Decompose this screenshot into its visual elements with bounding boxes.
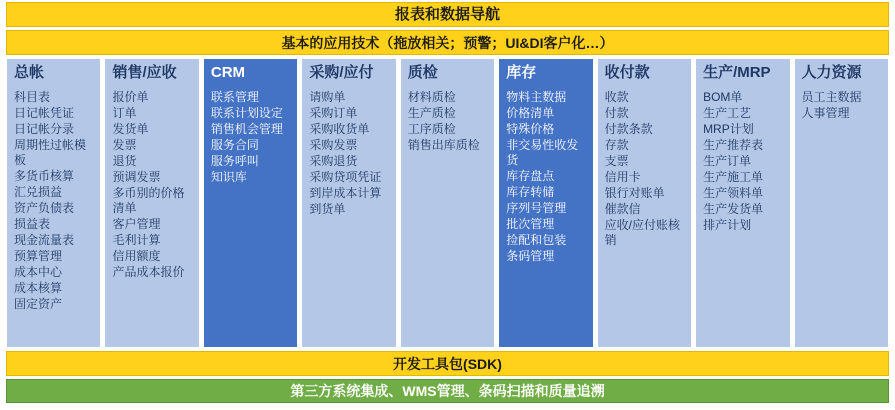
list-item[interactable]: 发票: [112, 138, 137, 152]
list-item[interactable]: 序列号管理: [506, 201, 567, 215]
list-item[interactable]: 服务合同: [210, 138, 259, 152]
list-item[interactable]: 预调发票: [112, 170, 161, 184]
list-item[interactable]: 多货币核算: [14, 169, 75, 183]
list-item[interactable]: 发货单: [112, 122, 149, 136]
list-item[interactable]: 成本核算: [14, 281, 63, 295]
list-item[interactable]: 捡配和包装: [506, 233, 567, 247]
list-item[interactable]: 多币别的价格清单: [112, 186, 185, 215]
list-item[interactable]: 采购收货单: [309, 122, 370, 136]
list-item[interactable]: 生产发货单: [703, 202, 764, 216]
list-item[interactable]: 人事管理: [801, 106, 850, 120]
list-item[interactable]: 生产工艺: [703, 106, 752, 120]
column-title: 总帐: [14, 64, 45, 81]
column-item-list: [204, 90, 297, 186]
column-item-list: [401, 90, 494, 154]
list-item[interactable]: 汇兑损益: [14, 185, 63, 199]
list-item[interactable]: 报价单: [112, 90, 149, 104]
column-title: CRM: [210, 64, 246, 81]
list-item[interactable]: 生产推荐表: [703, 138, 764, 152]
list-item[interactable]: 存款: [604, 138, 629, 152]
list-item[interactable]: 库存转储: [506, 185, 555, 199]
list-item[interactable]: 催款信: [604, 202, 641, 216]
list-item[interactable]: 退货: [112, 154, 137, 168]
column-item-list: [302, 90, 395, 218]
list-item[interactable]: 到岸成本计算: [309, 186, 382, 200]
list-item[interactable]: 采购发票: [309, 138, 358, 152]
module-column-production-mrp[interactable]: [695, 58, 790, 348]
module-column-payments[interactable]: [597, 58, 692, 348]
list-item[interactable]: 应收/应付账核销: [604, 218, 680, 247]
list-item[interactable]: 预算管理: [14, 249, 63, 263]
list-item[interactable]: 信用卡: [604, 170, 641, 184]
module-column-crm[interactable]: [203, 58, 298, 348]
column-item-list: [499, 90, 592, 265]
list-item[interactable]: 材料质检: [407, 90, 456, 104]
list-item[interactable]: 银行对账单: [604, 186, 665, 200]
list-item[interactable]: 付款: [604, 106, 629, 120]
list-item[interactable]: 科目表: [14, 90, 51, 104]
column-item-list: [795, 90, 888, 122]
column-item-list: [598, 90, 691, 249]
list-item[interactable]: 现金流量表: [14, 233, 75, 247]
list-item[interactable]: 固定资产: [14, 297, 63, 311]
list-item[interactable]: 客户管理: [112, 217, 161, 231]
module-column-inventory[interactable]: [498, 58, 593, 348]
column-item-list: [7, 90, 100, 313]
list-item[interactable]: 生产施工单: [703, 170, 764, 184]
module-column-general-ledger[interactable]: [6, 58, 101, 348]
list-item[interactable]: 生产订单: [703, 154, 752, 168]
footer-band: 第三方系统集成、WMS管理、条码扫描和质量追溯: [6, 379, 889, 403]
column-title: 收付款: [604, 64, 650, 81]
list-item[interactable]: 日记帐分录: [14, 122, 75, 136]
list-item[interactable]: 付款条款: [604, 122, 653, 136]
list-item[interactable]: 毛利计算: [112, 233, 161, 247]
list-item[interactable]: 知识库: [210, 170, 247, 184]
sdk-band: 开发工具包(SDK): [6, 351, 889, 376]
list-item[interactable]: 服务呼叫: [210, 154, 259, 168]
list-item[interactable]: 收款: [604, 90, 629, 104]
list-item[interactable]: 成本中心: [14, 265, 63, 279]
list-item[interactable]: 采购贷项凭证: [309, 170, 382, 184]
list-item[interactable]: 联系计划设定: [210, 106, 283, 120]
list-item[interactable]: 生产领料单: [703, 186, 764, 200]
list-item[interactable]: 特殊价格: [506, 122, 555, 136]
list-item[interactable]: 到货单: [309, 202, 346, 216]
list-item[interactable]: 周期性过帐模板: [14, 138, 87, 167]
list-item[interactable]: 采购订单: [309, 106, 358, 120]
column-item-list: [696, 90, 789, 234]
column-title: 人力资源: [801, 64, 862, 81]
list-item[interactable]: 损益表: [14, 217, 51, 231]
column-title: 库存: [506, 64, 537, 81]
column-title: 生产/MRP: [703, 64, 771, 81]
list-item[interactable]: 订单: [112, 106, 137, 120]
column-title: 质检: [407, 64, 438, 81]
list-item[interactable]: 联系管理: [210, 90, 259, 104]
column-title: 销售/应收: [112, 64, 177, 81]
list-item[interactable]: 日记帐凭证: [14, 106, 75, 120]
list-item[interactable]: 工序质检: [407, 122, 456, 136]
list-item[interactable]: 销售机会管理: [210, 122, 283, 136]
list-item[interactable]: 请购单: [309, 90, 346, 104]
column-title: 采购/应付: [309, 64, 374, 81]
list-item[interactable]: 非交易性收发货: [506, 138, 579, 167]
list-item[interactable]: 员工主数据: [801, 90, 862, 104]
column-item-list: [105, 90, 198, 281]
module-columns: [6, 58, 889, 348]
diagram-title: 报表和数据导航: [6, 2, 889, 27]
list-item[interactable]: MRP计划: [703, 122, 754, 136]
list-item[interactable]: 销售出库质检: [407, 138, 480, 152]
list-item[interactable]: 资产负债表: [14, 201, 75, 215]
list-item[interactable]: 物料主数据: [506, 90, 567, 104]
list-item[interactable]: 价格清单: [506, 106, 555, 120]
list-item[interactable]: 条码管理: [506, 249, 555, 263]
module-column-purchasing-ap[interactable]: [301, 58, 396, 348]
list-item[interactable]: BOM单: [703, 90, 743, 104]
list-item[interactable]: 产品成本报价: [112, 265, 185, 279]
list-item[interactable]: 采购退货: [309, 154, 358, 168]
list-item[interactable]: 信用额度: [112, 249, 161, 263]
module-column-quality-inspection[interactable]: [400, 58, 495, 348]
list-item[interactable]: 排产计划: [703, 218, 752, 232]
module-column-human-resources[interactable]: [794, 58, 889, 348]
list-item[interactable]: 批次管理: [506, 217, 555, 231]
module-column-sales-ar[interactable]: [104, 58, 199, 348]
list-item[interactable]: 生产质检: [407, 106, 456, 120]
diagram-subtitle: 基本的应用技术（拖放相关；预警；UI&DI客户化…）: [6, 30, 889, 55]
list-item[interactable]: 库存盘点: [506, 169, 555, 183]
list-item[interactable]: 支票: [604, 154, 629, 168]
